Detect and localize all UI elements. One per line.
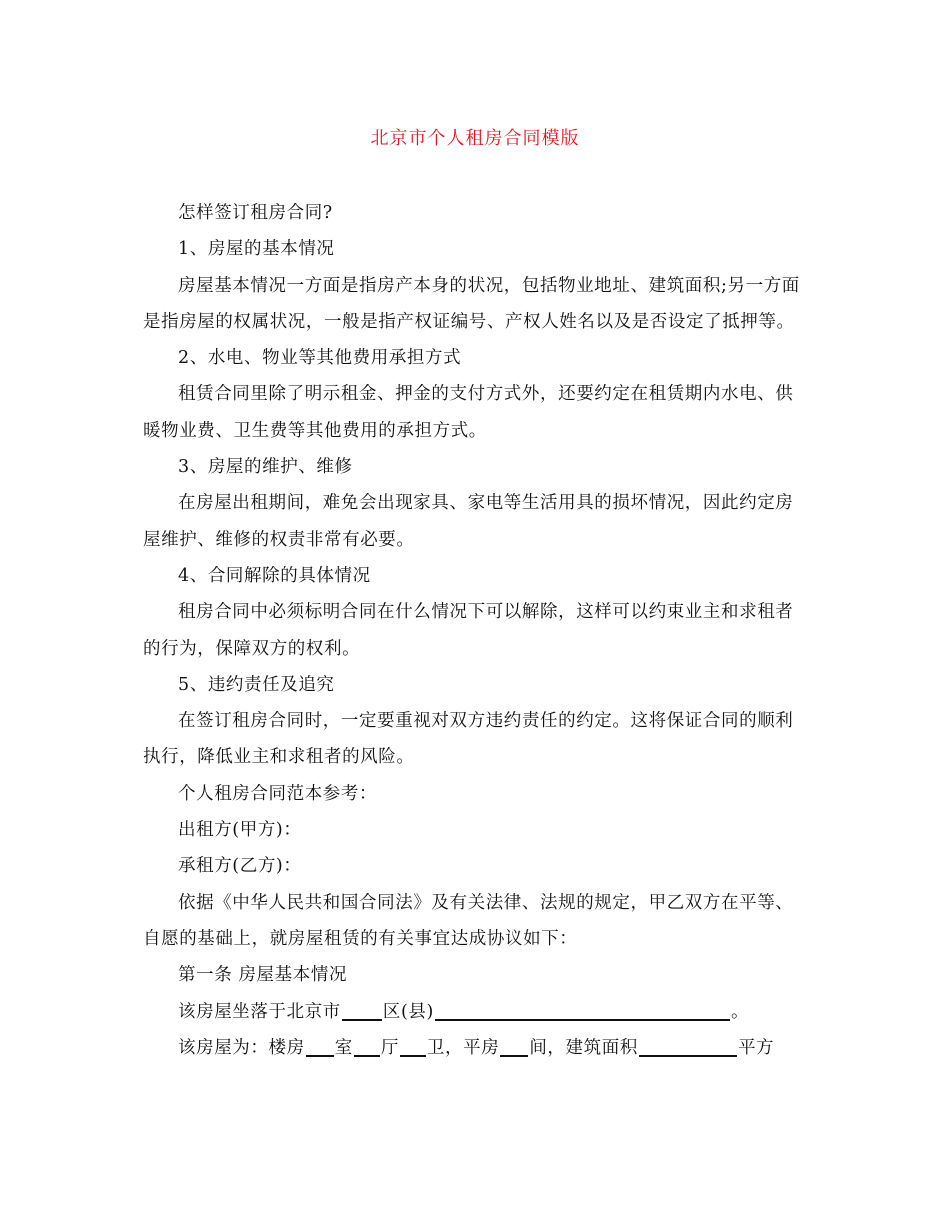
hall-count-blank: [354, 1035, 380, 1057]
district-blank: [342, 999, 382, 1021]
document-title: 北京市个人租房合同模版: [370, 128, 580, 149]
hall-label: 厅: [380, 1037, 399, 1058]
paragraph: 在房屋出租期间，难免会出现家具、家电等生活用具的损坏情况，因此约定房屋维护、维修的权责非常有必要。: [143, 493, 794, 550]
paragraph: 第一条 房屋基本情况: [178, 965, 348, 986]
location-line: [143, 994, 803, 1030]
paragraph: 4、合同解除的具体情况: [178, 565, 371, 586]
address-blank: [435, 999, 730, 1021]
paragraph: 在签订租房合同时，一定要重视对双方违约责任的约定。这将保证合同的顺利执行，降低业主和求租者的风险。: [143, 711, 794, 768]
paragraph: 依据《中华人民共和国合同法》及有关法律、法规的规定，甲乙双方在平等、自愿的基础上，就房屋租赁的有关事宜达成协议如下：: [143, 892, 794, 949]
paragraph: 租房合同中必须标明合同在什么情况下可以解除，这样可以约束业主和求租者的行为，保障双方的权利。: [143, 602, 794, 659]
paragraph: 3、房屋的维护、维修: [178, 457, 353, 478]
location-end: 。: [730, 1001, 750, 1022]
unit-label: 间，建筑面积: [529, 1037, 638, 1058]
paragraph: 1、房屋的基本情况: [178, 239, 335, 260]
paragraph: 租赁合同里除了明示租金、押金的支付方式外，还要约定在租赁期内水电、供暖物业费、卫生费等其他费用的承担方式。: [143, 384, 794, 441]
bath-count-blank: [400, 1035, 426, 1057]
rooms-line: [143, 1030, 803, 1066]
bungalow-count-blank: [500, 1035, 528, 1057]
document-body: [143, 195, 803, 1066]
paragraph: 2、水电、物业等其他费用承担方式: [178, 348, 462, 369]
area-blank: [639, 1035, 737, 1057]
paragraph: 出租方(甲方)：: [178, 820, 302, 841]
paragraph: 怎样签订租房合同?: [178, 203, 333, 223]
area-unit: 平方: [737, 1037, 775, 1058]
paragraph: 房屋基本情况一方面是指房产本身的状况，包括物业地址、建筑面积;另一方面是指房屋的权属状况，一般是指产权证编号、产权人姓名以及是否设定了抵押等。: [143, 275, 800, 332]
rooms-prefix: 该房屋为：楼房: [178, 1037, 305, 1058]
paragraph: 承租方(乙方)：: [178, 856, 302, 877]
paragraph: 个人租房合同范本参考：: [178, 783, 378, 804]
paragraph: 5、违约责任及追究: [178, 674, 335, 695]
room-label: 室: [334, 1037, 353, 1058]
district-label: 区(县): [382, 1001, 434, 1022]
room-count-blank: [306, 1035, 334, 1057]
bath-label: 卫，平房: [426, 1037, 500, 1058]
location-prefix: 该房屋坐落于北京市: [178, 1001, 341, 1022]
